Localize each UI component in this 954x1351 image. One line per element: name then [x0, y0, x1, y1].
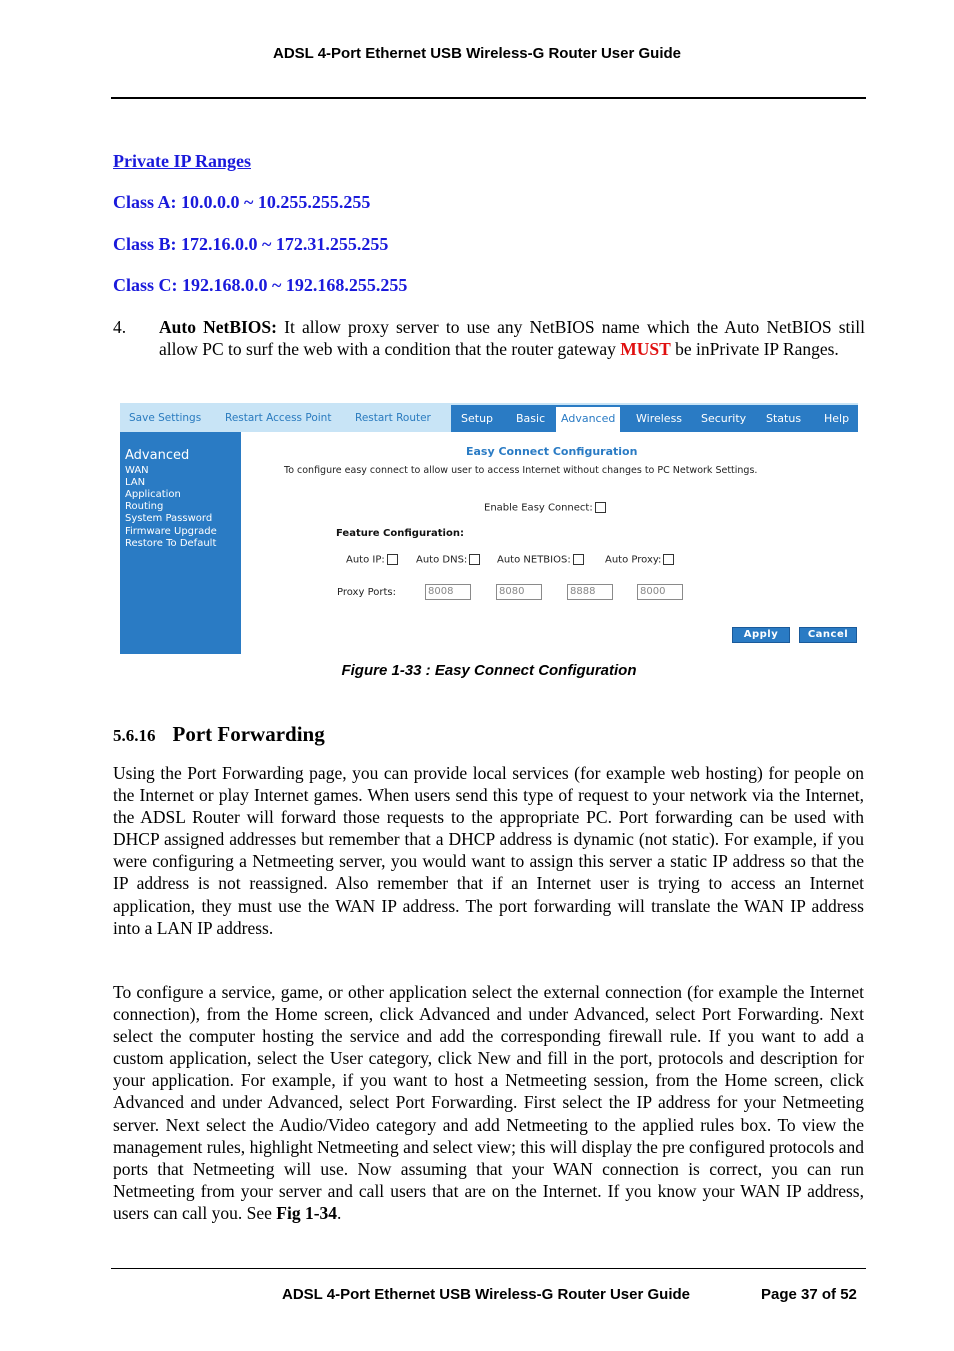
- feature-config-heading: Feature Configuration:: [336, 528, 464, 539]
- tab-setup[interactable]: Setup: [461, 412, 494, 425]
- easy-connect-screenshot: [120, 403, 858, 654]
- tab-wireless[interactable]: Wireless: [636, 412, 683, 425]
- tab-status[interactable]: Status: [766, 412, 802, 425]
- section-heading: [113, 722, 325, 747]
- figure-caption: Figure 1-33 : Easy Connect Configuration: [341, 662, 637, 679]
- sidebar-item-lan[interactable]: LAN: [125, 477, 146, 488]
- section-title: Port Forwarding: [172, 722, 325, 746]
- paragraph-2: [113, 981, 864, 1224]
- page-header-title: ADSL 4-Port Ethernet USB Wireless-G Router User Guide: [272, 45, 681, 62]
- enable-easy-connect-row: [484, 502, 606, 514]
- paragraph-1: Using the Port Forwarding page, you can provide local services (for example web hosting) for people on the Internet or play Internet games. When users send this type of request to your network via the Internet, the ADSL Router will forward those requests to the appropriate PC. Port forwarding can be used with DHCP assigned addresses but remember that a DHCP address is dynamic (not static). For example, if you were configuring a Netmeeting server, you would want to assign this server a static IP address so that the IP address is not reassigned. Also remember that if an Internet user is trying to access an Internet application, they must use the WAN IP address. The port forwarding will translate the WAN IP address into a LAN IP address.: [113, 763, 864, 938]
- auto-dns-row: [416, 554, 480, 566]
- save-settings-link[interactable]: Save Settings: [129, 412, 202, 424]
- sidebar-item-restore-default[interactable]: Restore To Default: [125, 538, 217, 549]
- paragraph-2-text: To configure a service, game, or other application select the external connection (for example the Internet connection), from the Home screen, click Advanced and under Advanced, select Port Forwarding. Next select the computer hosting the service and add the corresponding firewall rule. If you want to add a custom application, select the User category, click New and fill in the port, protocols and description for your application. For example, if you want to host a Netmeeting session, from the Home screen, click Advanced and under Advanced, select Port Forwarding. First select the IP address for your Netmeeting server. Next select the Audio/Video category and add Netmeeting to the applied rules box. To view the management rules, highlight Netmeeting and select view; this will display the pre configured protocols and ports that Netmeeting will use. Now assuming that your WAN connection is correct, you can run Netmeeting from your server and call users that are on the Internet. If you know your WAN IP address, users can call you. See: [113, 982, 864, 1223]
- auto-netbios-label: Auto NETBIOS:: [497, 554, 571, 566]
- tab-basic[interactable]: Basic: [516, 412, 546, 425]
- figure-reference: Fig 1-34: [276, 1202, 338, 1223]
- auto-ip-label: Auto IP:: [346, 554, 385, 566]
- proxy-port-3-input[interactable]: 8888: [567, 584, 613, 600]
- easy-connect-description: To configure easy connect to allow user to access Internet without changes to PC Network Settings.: [284, 465, 758, 476]
- item-number: 4.: [113, 317, 127, 337]
- restart-access-point-link[interactable]: Restart Access Point: [225, 412, 332, 424]
- sidebar-item-firmware-upgrade[interactable]: Firmware Upgrade: [125, 526, 217, 537]
- enable-easy-connect-label: Enable Easy Connect:: [484, 502, 593, 514]
- header-rule: [111, 97, 866, 99]
- auto-netbios-row: [497, 554, 584, 566]
- advanced-sidebar: [120, 432, 241, 654]
- sidebar-item-routing[interactable]: Routing: [125, 501, 164, 512]
- tab-help[interactable]: Help: [824, 412, 850, 425]
- auto-proxy-checkbox[interactable]: [663, 554, 674, 565]
- footer-title: ADSL 4-Port Ethernet USB Wireless-G Router User Guide: [282, 1286, 691, 1303]
- proxy-port-4-input[interactable]: 8000: [637, 584, 683, 600]
- item-text: [159, 316, 865, 360]
- top-action-bar: [120, 403, 858, 432]
- enable-easy-connect-checkbox[interactable]: [595, 502, 606, 513]
- paragraph-2-end: .: [337, 1202, 342, 1223]
- proxy-port-1-input[interactable]: 8008: [425, 584, 471, 600]
- item-text-before: It allow proxy server to use any NetBIOS name which the Auto NetBIOS still allow PC to surf the web with a condition that the router gateway: [159, 317, 865, 359]
- footer-rule: [111, 1268, 866, 1269]
- restart-router-link[interactable]: Restart Router: [355, 412, 431, 424]
- must-emphasis: MUST: [620, 339, 671, 359]
- main-tabs: [451, 405, 858, 432]
- class-a-range: Class A: 10.0.0.0 ~ 10.255.255.255: [113, 192, 371, 212]
- class-c-range: Class C: 192.168.0.0 ~ 192.168.255.255: [113, 275, 408, 295]
- tab-security[interactable]: Security: [701, 412, 747, 425]
- auto-dns-checkbox[interactable]: [469, 554, 480, 565]
- sidebar-item-application[interactable]: Application: [125, 489, 181, 500]
- auto-ip-checkbox[interactable]: [387, 554, 398, 565]
- auto-netbios-item: [113, 316, 865, 360]
- auto-ip-row: [346, 554, 398, 566]
- auto-proxy-row: [605, 554, 674, 566]
- section-number: 5.6.16: [113, 726, 156, 745]
- sidebar-heading: Advanced: [125, 448, 190, 463]
- auto-proxy-label: Auto Proxy:: [605, 554, 662, 566]
- cancel-button[interactable]: Cancel: [799, 627, 857, 643]
- proxy-port-2-input[interactable]: 8080: [496, 584, 542, 600]
- easy-connect-title: Easy Connect Configuration: [466, 445, 638, 458]
- sidebar-item-system-password[interactable]: System Password: [125, 513, 213, 524]
- auto-dns-label: Auto DNS:: [416, 554, 468, 566]
- item-label: Auto NetBIOS:: [159, 317, 277, 337]
- item-text-after: be inPrivate IP Ranges.: [670, 339, 839, 359]
- private-ip-ranges-link[interactable]: Private IP Ranges: [113, 151, 251, 171]
- sidebar-item-wan[interactable]: WAN: [125, 465, 149, 476]
- auto-netbios-checkbox[interactable]: [573, 554, 584, 565]
- class-b-range: Class B: 172.16.0.0 ~ 172.31.255.255: [113, 234, 389, 254]
- apply-button[interactable]: Apply: [732, 627, 790, 643]
- tab-advanced[interactable]: Advanced: [556, 407, 620, 432]
- page-number: Page 37 of 52: [761, 1286, 857, 1303]
- proxy-ports-label: Proxy Ports:: [337, 587, 396, 598]
